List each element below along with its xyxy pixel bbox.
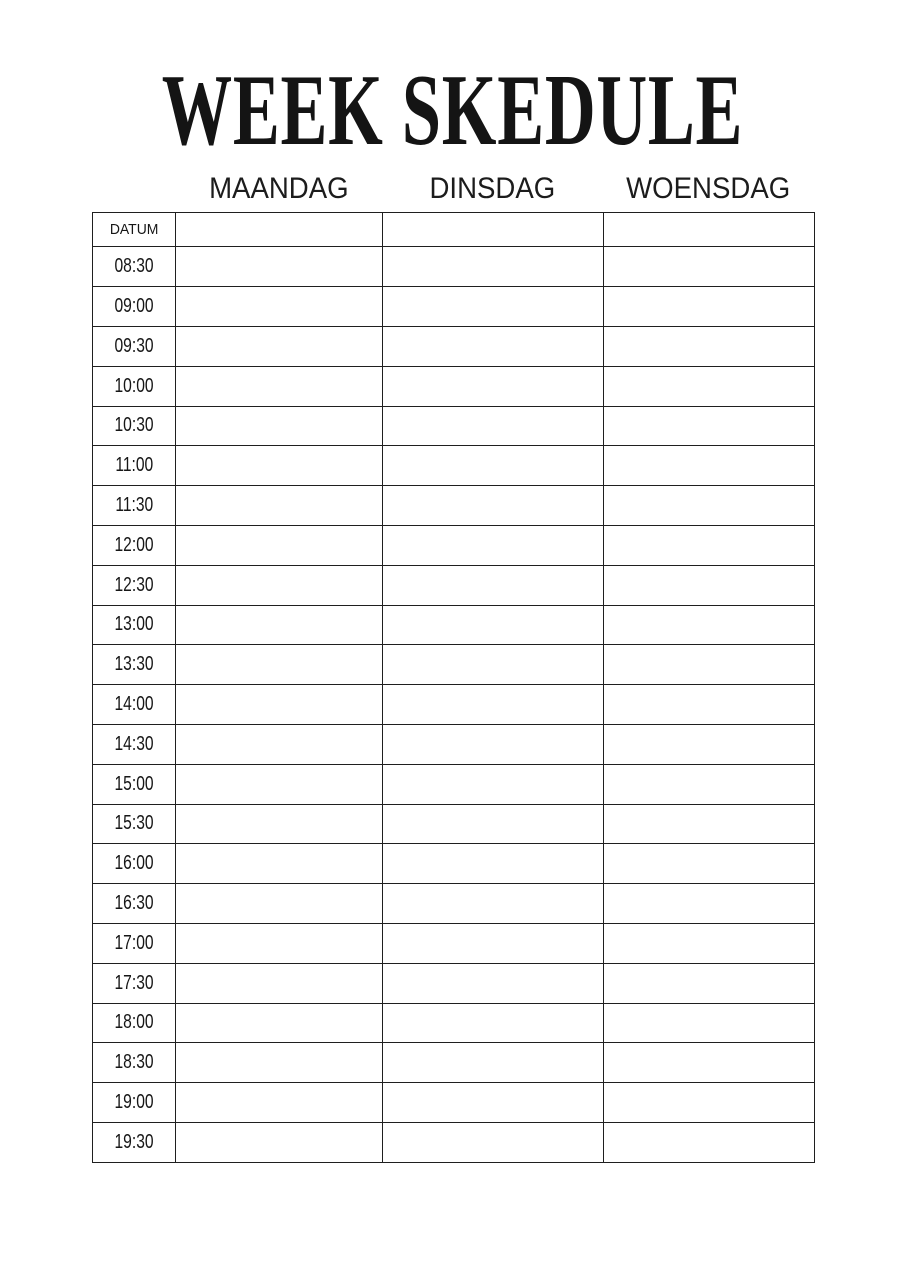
- day-header-label: MAANDAG: [208, 172, 349, 205]
- time-label-cell: [93, 326, 176, 366]
- slot-cell-maandag: [176, 1043, 383, 1083]
- time-label: 11:00: [115, 454, 153, 477]
- slot-cell-woensdag: [604, 287, 815, 327]
- page-title: WEEK SKEDULE: [161, 54, 744, 167]
- datum-cell-maandag: [176, 213, 383, 247]
- time-label-cell: [93, 884, 176, 924]
- slot-cell-maandag: [176, 486, 383, 526]
- day-header-row: [92, 174, 814, 204]
- slot-cell-dinsdag: [383, 884, 604, 924]
- table-row: [93, 446, 815, 486]
- slot-cell-maandag: [176, 326, 383, 366]
- slot-cell-dinsdag: [383, 406, 604, 446]
- slot-cell-dinsdag: [383, 605, 604, 645]
- time-label: 19:30: [114, 1130, 154, 1153]
- slot-cell-maandag: [176, 804, 383, 844]
- table-row: [93, 1083, 815, 1123]
- slot-cell-woensdag: [604, 685, 815, 725]
- datum-label-cell: [93, 213, 176, 247]
- table-row: [93, 1043, 815, 1083]
- table-row: [93, 247, 815, 287]
- time-label-cell: [93, 1083, 176, 1123]
- slot-cell-maandag: [176, 1003, 383, 1043]
- slot-cell-maandag: [176, 1083, 383, 1123]
- slot-cell-maandag: [176, 645, 383, 685]
- slot-cell-dinsdag: [383, 1003, 604, 1043]
- datum-label: DATUM: [109, 220, 159, 238]
- time-label-cell: [93, 804, 176, 844]
- time-label-cell: [93, 366, 176, 406]
- day-header-woensdag: [603, 174, 814, 204]
- time-label-cell: [93, 406, 176, 446]
- time-label-cell: [93, 605, 176, 645]
- slot-cell-woensdag: [604, 525, 815, 565]
- slot-cell-dinsdag: [383, 287, 604, 327]
- slot-cell-woensdag: [604, 963, 815, 1003]
- time-label: 12:30: [114, 573, 154, 596]
- slot-cell-dinsdag: [383, 645, 604, 685]
- time-label-cell: [93, 645, 176, 685]
- slot-cell-dinsdag: [383, 804, 604, 844]
- slot-cell-woensdag: [604, 764, 815, 804]
- time-label-cell: [93, 446, 176, 486]
- table-row: [93, 287, 815, 327]
- time-label: 11:30: [115, 494, 153, 517]
- slot-cell-woensdag: [604, 406, 815, 446]
- time-label: 13:00: [114, 613, 154, 636]
- slot-cell-dinsdag: [383, 764, 604, 804]
- slot-cell-maandag: [176, 963, 383, 1003]
- time-label-cell: [93, 923, 176, 963]
- table-row: [93, 565, 815, 605]
- time-label: 16:00: [114, 852, 154, 875]
- slot-cell-maandag: [176, 525, 383, 565]
- slot-cell-maandag: [176, 287, 383, 327]
- table-row: [93, 844, 815, 884]
- slot-cell-woensdag: [604, 366, 815, 406]
- time-label-cell: [93, 486, 176, 526]
- slot-cell-dinsdag: [383, 326, 604, 366]
- time-label: 13:30: [114, 653, 154, 676]
- time-label: 09:30: [114, 334, 154, 357]
- slot-cell-woensdag: [604, 486, 815, 526]
- slot-cell-maandag: [176, 884, 383, 924]
- table-row: [93, 326, 815, 366]
- slot-cell-woensdag: [604, 844, 815, 884]
- table-row: [93, 923, 815, 963]
- slot-cell-woensdag: [604, 565, 815, 605]
- slot-cell-woensdag: [604, 446, 815, 486]
- schedule-grid: [92, 212, 815, 1163]
- slot-cell-dinsdag: [383, 844, 604, 884]
- day-header-maandag: [175, 174, 382, 204]
- slot-cell-dinsdag: [383, 366, 604, 406]
- time-label-cell: [93, 247, 176, 287]
- time-label: 18:00: [114, 1011, 154, 1034]
- table-row: [93, 1003, 815, 1043]
- slot-cell-maandag: [176, 366, 383, 406]
- table-row: [93, 963, 815, 1003]
- slot-cell-dinsdag: [383, 685, 604, 725]
- table-row: [93, 884, 815, 924]
- table-row: [93, 366, 815, 406]
- slot-cell-woensdag: [604, 605, 815, 645]
- slot-cell-woensdag: [604, 1043, 815, 1083]
- datum-cell-woensdag: [604, 213, 815, 247]
- slot-cell-maandag: [176, 565, 383, 605]
- table-row: [93, 764, 815, 804]
- table-row: [93, 685, 815, 725]
- table-row: [93, 406, 815, 446]
- slot-cell-maandag: [176, 724, 383, 764]
- slot-cell-dinsdag: [383, 1122, 604, 1162]
- slot-cell-dinsdag: [383, 525, 604, 565]
- time-label: 10:00: [114, 374, 154, 397]
- slot-cell-maandag: [176, 764, 383, 804]
- table-row: [93, 525, 815, 565]
- time-label-cell: [93, 963, 176, 1003]
- slot-cell-dinsdag: [383, 486, 604, 526]
- time-label: 08:30: [114, 255, 154, 278]
- slot-cell-woensdag: [604, 1122, 815, 1162]
- slot-cell-maandag: [176, 406, 383, 446]
- slot-cell-woensdag: [604, 1083, 815, 1123]
- slot-cell-woensdag: [604, 645, 815, 685]
- slot-cell-dinsdag: [383, 446, 604, 486]
- time-label-cell: [93, 844, 176, 884]
- day-header-label: WOENSDAG: [626, 172, 791, 205]
- slot-cell-maandag: [176, 1122, 383, 1162]
- slot-cell-dinsdag: [383, 1043, 604, 1083]
- slot-cell-maandag: [176, 605, 383, 645]
- table-row: [93, 605, 815, 645]
- slot-cell-maandag: [176, 923, 383, 963]
- time-label: 10:30: [114, 414, 154, 437]
- slot-cell-dinsdag: [383, 247, 604, 287]
- table-row: [93, 724, 815, 764]
- time-label-cell: [93, 1003, 176, 1043]
- time-label-cell: [93, 764, 176, 804]
- slot-cell-maandag: [176, 446, 383, 486]
- time-label-cell: [93, 724, 176, 764]
- time-label-cell: [93, 1043, 176, 1083]
- table-row: [93, 1122, 815, 1162]
- table-row: [93, 645, 815, 685]
- time-label-cell: [93, 287, 176, 327]
- time-label: 14:00: [114, 693, 154, 716]
- time-label: 15:00: [114, 772, 154, 795]
- time-label: 19:00: [114, 1091, 154, 1113]
- time-label-cell: [93, 525, 176, 565]
- slot-cell-woensdag: [604, 247, 815, 287]
- slot-cell-dinsdag: [383, 565, 604, 605]
- slot-cell-dinsdag: [383, 963, 604, 1003]
- slot-cell-woensdag: [604, 1003, 815, 1043]
- slot-cell-woensdag: [604, 804, 815, 844]
- table-row: [93, 486, 815, 526]
- header-spacer: [92, 174, 175, 204]
- datum-row: [93, 213, 815, 247]
- time-label: 16:30: [114, 892, 154, 915]
- slot-cell-dinsdag: [383, 1083, 604, 1123]
- slot-cell-woensdag: [604, 724, 815, 764]
- time-label-cell: [93, 565, 176, 605]
- time-label: 15:30: [114, 812, 154, 835]
- time-label: 09:00: [114, 295, 154, 318]
- slot-cell-woensdag: [604, 326, 815, 366]
- day-header-label: DINSDAG: [429, 172, 556, 205]
- slot-cell-woensdag: [604, 923, 815, 963]
- time-label: 17:30: [114, 971, 154, 994]
- slot-cell-dinsdag: [383, 923, 604, 963]
- slot-cell-dinsdag: [383, 724, 604, 764]
- time-label-cell: [93, 1122, 176, 1162]
- table-row: [93, 804, 815, 844]
- time-label: 14:30: [114, 732, 154, 755]
- time-label: 18:30: [114, 1051, 154, 1074]
- time-label: 12:00: [114, 533, 154, 556]
- slot-cell-maandag: [176, 247, 383, 287]
- slot-cell-maandag: [176, 844, 383, 884]
- time-label-cell: [93, 685, 176, 725]
- slot-cell-woensdag: [604, 884, 815, 924]
- time-label: 17:00: [114, 931, 154, 954]
- datum-cell-dinsdag: [383, 213, 604, 247]
- day-header-dinsdag: [382, 174, 603, 204]
- slot-cell-maandag: [176, 685, 383, 725]
